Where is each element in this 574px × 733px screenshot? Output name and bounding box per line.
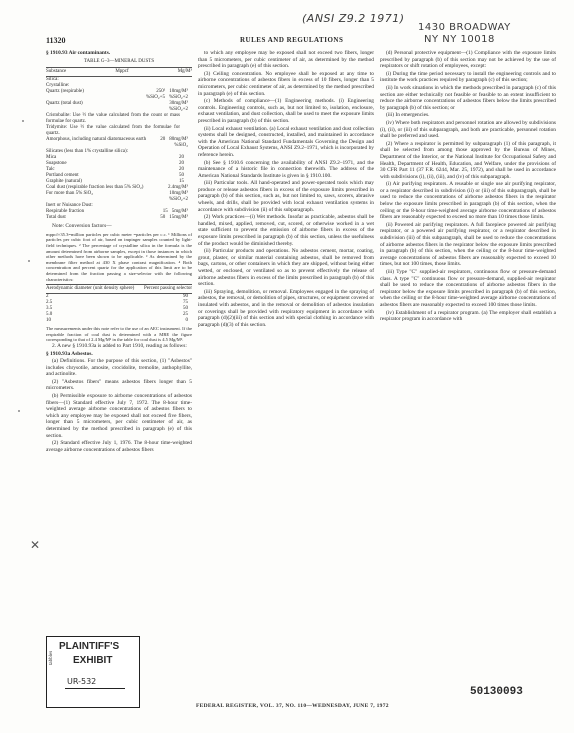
table-cell: %SiO₂ [174, 143, 188, 149]
exhibit-line2: EXHIBIT [73, 655, 113, 666]
table-cell: 2.4mg/M³ [168, 185, 188, 191]
exhibit-line1: PLAINTIFF'S [59, 641, 120, 652]
paragraph: (i) Air purifying respirators. A reusable or single use air purifying respirator, or a respirator described in subdivision (ii) or (iii) of this subparagraph, shall be used to reduce the concentrations of airborne asbestos fibers in the respirator below the exposure limits prescribed in paragraph (b) of this section, when the ceiling or the 8-hour time-weighted average airborne concentrations of asbestos fibers are reasonably expected to exceed no more than 10 times those limits. [380, 181, 556, 221]
table-row [46, 113, 192, 125]
table-cell: Silica: [46, 77, 59, 83]
table-cell: 50 [160, 215, 166, 221]
table-cell: 20 [179, 161, 184, 167]
paragraph: (iv) Establishment of a respirator program. (a) The employer shall establish a respirator program in accordance with [380, 309, 556, 323]
table-title: TABLE G–3—MINERAL DUSTS [83, 58, 155, 64]
bates-stamp: 50130093 [470, 686, 523, 698]
table-cell: %SiO₂+5 [145, 95, 165, 101]
table-cell: 250¹ [156, 89, 166, 95]
exhibit-number: UR-532 [67, 677, 97, 686]
table-cell: %SiO₂+2 [168, 197, 188, 203]
table-cell: 15 [162, 209, 168, 215]
table-cell: 20 [179, 167, 184, 173]
table-footnotes: mppcf×35.3=million particles per cubic meter =particles per c.c. ¹ Millions of particles per cubic foot of air, based on impinger samples counted by light-field techniques. ² The percentage of crystalline silica in the formula is the amount determined from airborne samples, except in those instances in which other methods have been shown to be applicable. ³ As determined by the membrane filter method at 430 X phase contrast magnification. ⁴ Both concentration and percent quartz for the application of this limit are to be determined from the fraction passing a size-selector with the following characteristics: [46, 231, 192, 282]
paragraph: (2) Where a respirator is permitted by subparagraph (1) of this paragraph, it shall be selected from among those approved by the Bureau of Mines, Department of the Interior, or the National Institute for Occupational Safety and Health, Department of Health, Education, and Welfare, under the provisions of 30 CFR Part 11 (37 F.R. 6244, Mar. 25, 1972), and shall be used in accordance with subdivisions (i), (ii), (iii), and (iv) of this subparagraph. [380, 140, 556, 180]
page-number: 11320 [46, 36, 66, 45]
table-cell: 90 [183, 294, 188, 300]
table-cell: 0 [185, 318, 188, 324]
table-cell: 50 [179, 173, 184, 179]
table-cell: Total dust [46, 215, 66, 221]
margin-check-mark: ✕ [30, 538, 41, 552]
paragraph: (iii) Particular tools. All hand-operated and power-operated tools which may produce or release asbestos fibers in excess of the exposure limits prescribed in paragraph (b) of this section, such as, but not limited to, saws, scorers, abrasive wheels, and drills, shall be provided with local exhaust ventilation systems in accordance with subdivision (ii) of this subparagraph. [198, 180, 374, 213]
table-cell: 80mg/M³ [169, 137, 188, 143]
table-cell: 10mg/M³ [169, 89, 188, 95]
table-cell: Soapstone [46, 161, 67, 167]
paragraph-b2: (2) Standard effective July 1, 1976. The 8-hour time-weighted average airborne concentrations of asbestos fibers [46, 440, 192, 453]
table-header-mgm3: Mg/M³ [177, 69, 192, 75]
table-cell [188, 113, 192, 125]
column-left [46, 50, 192, 454]
table-cell: 25 [183, 312, 188, 318]
table-row [46, 215, 192, 221]
table-cell: 10 [46, 318, 51, 324]
table-cell: 20 [160, 137, 166, 143]
scan-speck [18, 410, 20, 412]
scan-speck [22, 120, 24, 122]
size-note: The measurements under this note refer to the use of an AEC instrument. If the respirable fraction of coal dust is determined with a MRE the figure corresponding to that of 2.4 Mg/M³ in the table for coal dust is 4.5 Mg/M³. [46, 326, 192, 343]
size-selector-table [46, 284, 192, 324]
paragraph: (ii) In work situations in which the methods prescribed in paragraph (c) of this section are either technically not feasible or feasible to an extent insufficient to reduce the airborne concentrations of asbestos fibers below the limits prescribed by paragraph (b) of this section; or [380, 84, 556, 111]
handwritten-address-street: 1430 BROADWAY [418, 22, 511, 33]
table-cell: 75 [183, 300, 188, 306]
table-cell: 3.5 [46, 306, 53, 312]
table-cell: 30mg/M³ [169, 101, 188, 107]
table-cell: Coal dust (respirable fraction less than 5% SiO₂) [46, 185, 144, 191]
table-note-label: Note: Conversion factors— [52, 223, 112, 230]
table-cell: Crystalline: [46, 83, 70, 89]
table-cell: 15 [179, 179, 184, 185]
size-table-body [46, 294, 192, 324]
table-cell: 5mg/M³ [171, 209, 188, 215]
table-header-mppcf: Mppcf [115, 69, 129, 75]
paragraph: (ii) Particular products and operations. No asbestos cement, mortar, coating, grout, plaster, or similar material containing asbestos, shall be removed from bags, cartons, or other containers in which they are shipped, without being either wetted, or enclosed, or ventilated so as to prevent effectively the release of airborne asbestos fibers in excess of the limits prescribed in paragraph (b) of this section. [198, 248, 374, 288]
size-header-diameter: Aerodynamic diameter (unit density sphere) [46, 286, 135, 292]
table-cell: Portland cement [46, 173, 79, 179]
table-cell: %SiO₂+2 [168, 107, 188, 113]
table-cell: 10mg/M³ [169, 191, 188, 197]
table-cell: For more than 5% SiO₂ [46, 191, 94, 197]
table-cell: 15mg/M³ [169, 215, 188, 221]
paragraph: (iv) Where both respirators and personnel rotation are allowed by subdivisions (i), (ii), or (iii) of this subparagraph, and both are practicable, personnel rotation shall be preferred and used. [380, 119, 556, 140]
table-cell: 2.5 [46, 300, 53, 306]
table-cell: 5.0 [46, 312, 53, 318]
table-cell: Quartz (total dust) [46, 101, 83, 107]
paragraph: (iii) Spraying, demolition, or removal. Employees engaged in the spraying of asbestos, the removal, or demolition of pipes, structures, or equipment covered or insulated with asbestos, and in the removal or demolition of asbestos insulation or coverings shall be provided with respiratory equipment in accordance with paragraph (d)(2)(iii) of this section and with special clothing in accordance with paragraph (d)(3) of this section. [198, 288, 374, 328]
table-cell: 20 [179, 155, 184, 161]
paragraph: (d) Personal protective equipment—(1) Compliance with the exposure limits prescribed by paragraph (b) of this section may not be achieved by the use of respirators or shift rotation of employees, except: [380, 50, 556, 70]
table-body [46, 77, 192, 221]
table-cell: Tridymite: Use ½ the value calculated from the formulae for quartz. [46, 125, 180, 137]
table-cell: Respirable fraction [46, 209, 85, 215]
handwritten-address-city: NY NY 10018 [424, 34, 495, 45]
paragraph: to which any employee may be exposed shall not exceed two fibers, longer than 5 micrometers, per cubic centimeter of air, as determined by the method prescribed in paragraph (e) of this section. [198, 50, 374, 70]
paragraph: (b) See § 1910.6 concerning the availability of ANSI Z9.2–1971, and the maintenance of a historic file in connection therewith. The address of the American National Standards Institute is given in § 1910.100. [198, 159, 374, 179]
paragraph: (c) Methods of compliance—(1) Engineering methods. (i) Engineering controls. Engineering controls, such as, but not limited to, isolation, enclosure, exhaust ventilation, and dust collection, shall be used to meet the exposure limits prescribed in paragraph (b) of this section. [198, 98, 374, 124]
table-cell: Mica [46, 155, 57, 161]
amendment-text: 2. A new § 1910.93a is added to Part 1910, reading as follows: [52, 342, 187, 349]
scan-speck [28, 260, 30, 262]
table-cell: 2 [46, 294, 49, 300]
paragraph-b: (b) Permissible exposure to airborne concentrations of asbestos fibers—(1) Standard effective July 7, 1972. The 8-hour time-weighted average airborne concentrations of asbestos fibers to which any employee may be exposed shall not exceed five fibers, longer than 5 micrometers, per cubic centimeter of air, as determined by the method prescribed in paragraph (e) of this section. [46, 393, 192, 439]
table-header-substance: Substance [46, 69, 67, 75]
table-cell: 50 [183, 306, 188, 312]
mineral-dusts-table [46, 67, 192, 221]
page-footer: FEDERAL REGISTER, VOL. 37, NO. 110—WEDNESDAY, JUNE 7, 1972 [196, 703, 389, 709]
paragraph: (ii) Powered air purifying respirators. A full facepiece powered air purifying respirator, or a powered air purifying respirator, or a respirator described in subdivision (iii) of this subparagraph, shall be used to reduce the concentrations of airborne asbestos fibers in the respirator below the exposure limits prescribed in paragraph (b) of this section, when the ceiling or the 8-hour time-weighted average concentrations of asbestos fibers are reasonably expected to exceed 10 times, but not 100 times, those limits. [380, 221, 556, 268]
paragraph: (3) Ceiling concentration. No employee shall be exposed at any time to airborne concentrations of asbestos fibers in excess of 10 fibers, longer than 5 micrometers, per cubic centimeter of air, as determined by the method prescribed in paragraph (e) of this section. [198, 70, 374, 97]
size-table-row [46, 318, 192, 324]
table-cell: Amorphous, including natural diatomaceous earth [46, 137, 147, 143]
size-header-percent: Percent passing selector [143, 286, 192, 292]
table-cell: Talc [46, 167, 55, 173]
table-cell: Cristobalite: Use ½ the value calculated from the count or mass formulae for quartz. [46, 113, 180, 125]
table-row [46, 125, 192, 137]
paragraph: (i) During the time period necessary to install the engineering controls and to institute the work practices required by paragraph (c) of this section; [380, 70, 556, 84]
section-heading: § 1910.93 Air contaminants. [46, 50, 111, 56]
exhibit-underline [65, 688, 125, 689]
size-table-header [46, 284, 192, 294]
table-cell: Silicates (less than 1% crystalline silica): [46, 149, 129, 155]
table-cell: Quartz (respirable) [46, 89, 84, 95]
column-middle [198, 50, 374, 329]
page-title: RULES AND REGULATIONS [240, 36, 344, 44]
paragraph: (2) Work practices—(i) Wet methods. Insofar as practicable, asbestos shall be handled, mixed, applied, removed, cut, scored, or otherwise worked in a wet state sufficient to prevent the emission of airborne fibers in excess of the exposure limits prescribed in paragraph (b) of this section, unless the usefulness of the product would be diminished thereby. [198, 214, 374, 247]
paragraph-a: (a) Definitions. For the purpose of this section, (1) "Asbestos" includes chrysotile, amosite, crocidolite, tremolite, anthophyllite, and actinolite. [46, 358, 192, 378]
column-right [380, 50, 556, 324]
table-cell: Inert or Nuisance Dust: [46, 203, 93, 209]
paragraph: (iii) In emergencies. [386, 112, 430, 119]
paragraph: (ii) Local exhaust ventilation. (a) Local exhaust ventilation and dust collection systems shall be designed, constructed, installed, and maintained in accordance with the American National Standard Fundamentals Governing the Design and Operation of Local Exhaust Systems, ANSI Z9.2–1971, which is incorporated by reference herein. [198, 125, 374, 158]
exhibit-side-label: tabbles [49, 650, 54, 665]
table-cell [188, 125, 192, 137]
asbestos-section-heading: § 1910.93a Asbestos. [46, 350, 93, 357]
table-cell: %SiO₂+2 [168, 95, 188, 101]
plaintiffs-exhibit-sticker [46, 636, 140, 708]
paragraph-a2: (2) "Asbestos fibers" means asbestos fibers longer than 5 micrometers. [46, 378, 192, 392]
table-cell: Graphite (natural) [46, 179, 82, 185]
table-header-row [46, 67, 192, 77]
paragraph: (iii) Type "C" supplied-air respirators, continuous flow or pressure-demand class. A type "C" continuous flow or pressure-demand, supplied-air respirator shall be used to reduce the concentrations of airborne asbestos fibers in the respirator below the exposure limits prescribed in paragraph (b) of this section, when the ceiling or the 8-hour time-weighted average airborne concentrations of asbestos fibers are reasonably expected to exceed 100 times those limits. [380, 269, 556, 308]
handwritten-note-ansi: (ANSI Z9.2 1971) [302, 12, 405, 25]
